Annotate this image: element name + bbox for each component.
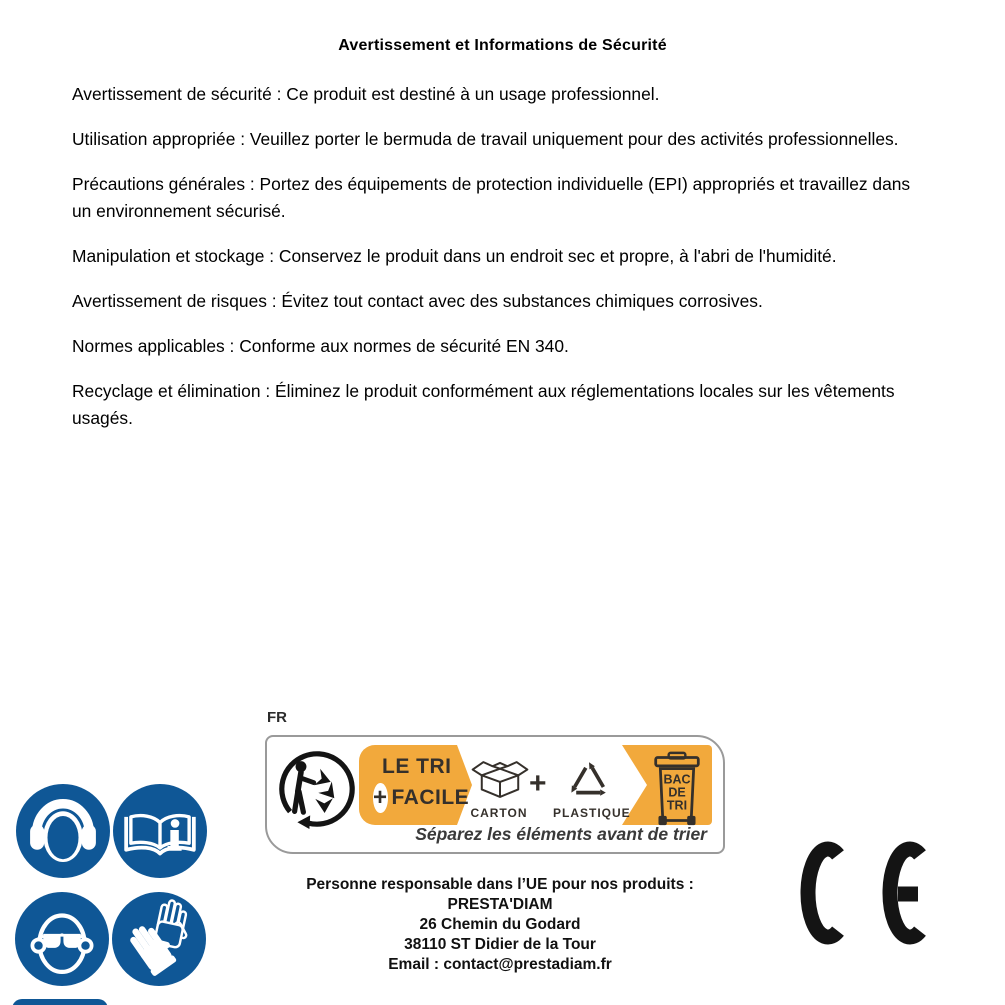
responsible-person-block [240,875,760,975]
paragraph-appropriate-use: Utilisation appropriée : Veuillez porter le bermuda de travail uniquement pour des activités professionnelles. [72,129,899,149]
facile-text: FACILE [391,786,470,809]
street-address: 26 Chemin du Godard [419,916,581,933]
wear-protective-gloves-icon [112,892,206,986]
triman-recycling-figure-icon [277,749,357,829]
read-instruction-manual-icon [113,784,207,878]
carton-box-icon [471,756,529,803]
carton-label: CARTON [470,806,528,820]
paragraph-risk-warning: Avertissement de risques : Évitez tout contact avec des substances chimiques corrosives. [72,291,763,311]
responsible-line: Personne responsable dans l’UE pour nos produits : [306,876,694,893]
bin-text-line1: BAC [663,772,691,787]
wear-ear-protection-icon [16,784,110,878]
ce-marking-icon [798,841,948,945]
recycling-arrows-icon [565,755,613,803]
wear-eye-protection-icon [15,892,109,986]
sorting-instruction: Séparez les éléments avant de trier [415,824,707,844]
paragraph-applicable-standards: Normes applicables : Conforme aux normes de sécurité EN 340. [72,336,569,356]
le-tri-text: LE TRI [382,755,452,778]
recycling-sorting-label [265,735,725,854]
plus-separator: + [529,767,547,800]
bin-text-line2: DE [668,785,686,800]
paragraph-recycling-disposal: Recyclage et élimination : Éliminez le produit conformément aux réglementations locales sur les vêtements usagés. [72,381,895,428]
plus-circle-icon: + [373,784,388,811]
bin-text-line3: TRI [666,798,688,813]
company-name: PRESTA'DIAM [447,896,553,913]
plastique-label: PLASTIQUE [553,806,631,820]
safety-paragraphs [72,81,924,450]
city-address: 38110 ST Didier de la Tour [404,936,596,953]
le-tri-facile-wordmark [373,755,469,813]
paragraph-general-precautions: Précautions générales : Portez des équipements de protection individuelle (EPI) appropriés et travaillez dans un environnement sécurisé. [72,174,911,221]
partially-visible-pictogram [12,999,108,1005]
paragraph-handling-storage: Manipulation et stockage : Conservez le produit dans un endroit sec et propre, à l'abri de l'humidité. [72,246,837,266]
page-title: Avertissement et Informations de Sécurité [338,36,667,54]
paragraph-safety-warning: Avertissement de sécurité : Ce produit est destiné à un usage professionnel. [72,84,660,104]
country-code-label: FR [267,709,287,726]
sorting-bin-icon [652,750,702,828]
contact-email: Email : contact@prestadiam.fr [388,956,612,973]
